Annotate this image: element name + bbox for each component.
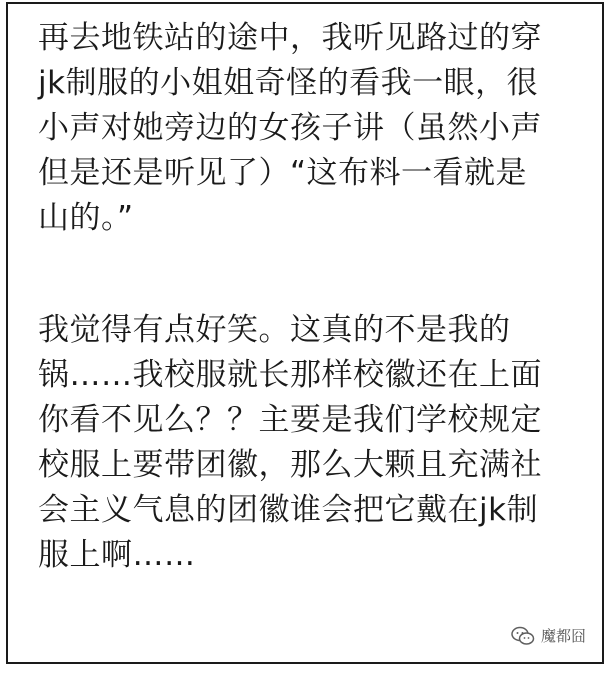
text-line: 锅……我校服就长那样校徽还在上面: [38, 357, 542, 393]
paragraph-spacer: [38, 241, 598, 308]
screenshot-frame: [6, 2, 604, 664]
paragraph-1: [38, 16, 598, 241]
paragraph-2: [38, 308, 598, 578]
watermark-label: 魔都囧: [540, 627, 586, 645]
text-line: 小声对她旁边的女孩子讲（虽然小声: [38, 110, 542, 146]
text-line: 校服上要带团徽，那么大颗且充满社: [38, 447, 542, 483]
text-line: 你看不见么？？主要是我们学校规定: [38, 402, 542, 438]
text-line: 服上啊……: [38, 537, 196, 573]
text-line: 会主义气息的团徽谁会把它戴在jk制: [38, 492, 539, 528]
text-line: 再去地铁站的途中，我听见路过的穿: [38, 20, 542, 56]
text-line: 山的。”: [38, 200, 134, 236]
watermark: [511, 625, 586, 646]
text-line: jk制服的小姐姐奇怪的看我一眼，很: [38, 65, 539, 101]
text-line: 我觉得有点好笑。这真的不是我的: [38, 312, 511, 348]
wechat-icon: [511, 626, 535, 646]
text-line: 但是还是听见了）“这布料一看就是: [38, 155, 528, 191]
post-content: [38, 16, 598, 578]
